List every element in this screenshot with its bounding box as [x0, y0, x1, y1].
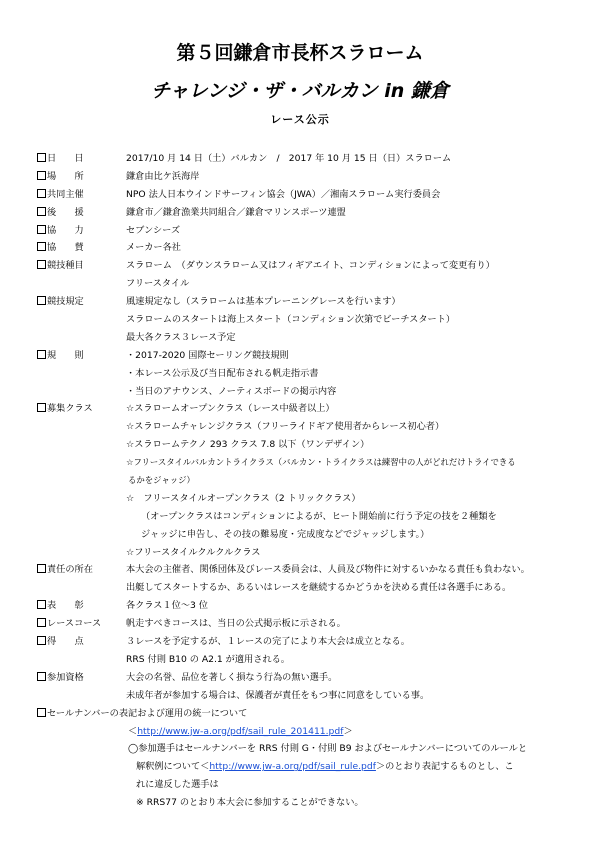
row-value — [128, 740, 527, 758]
row-value: メーカー各社 — [126, 242, 181, 254]
row-value: ☆スラロームオープンクラス（レース中級者以上） — [126, 403, 335, 415]
notice-row — [37, 418, 597, 436]
row-value — [128, 723, 353, 741]
row-label — [37, 561, 125, 579]
notice-row — [37, 794, 597, 812]
row-value: ・2017-2020 国際セーリング競技規則 — [126, 349, 289, 361]
checkbox-icon — [37, 636, 46, 645]
notice-row — [37, 687, 597, 705]
row-value: 最大各クラス３レース予定 — [126, 331, 236, 343]
row-value — [136, 776, 219, 794]
row-label — [37, 705, 437, 723]
notice-row — [37, 436, 597, 454]
row-label — [37, 204, 125, 222]
row-label — [37, 633, 125, 651]
checkbox-icon — [37, 260, 46, 269]
notice-row — [37, 776, 597, 794]
notice-row — [37, 222, 597, 240]
row-label — [37, 597, 125, 615]
checkbox-icon — [37, 672, 46, 681]
notice-row — [37, 472, 597, 490]
notice-row — [37, 490, 597, 508]
row-label-text: 責任の所在 — [47, 564, 93, 576]
row-value: 帆走すべきコースは、当日の公式掲示板に示される。 — [126, 618, 346, 630]
row-label-text: 規 則 — [47, 349, 84, 361]
row-value: ☆ フリースタイルオープンクラス（2 トリッククラス） — [126, 492, 361, 504]
tail-text: れに違反した選手は — [136, 779, 219, 791]
checkbox-icon — [37, 171, 46, 180]
row-value: 未成年者が参加する場合は、保護者が責任をもつ事に同意をしている事。 — [126, 689, 430, 701]
notice-row — [37, 329, 597, 347]
notice-row — [37, 526, 597, 544]
tail-text: ＞のとおり表記するものとし、こ — [375, 761, 514, 773]
row-label — [37, 239, 125, 257]
row-label-text: レースコース — [47, 618, 102, 630]
checkbox-icon — [37, 564, 46, 573]
row-value: ☆スラロームテクノ 293 クラス 7.8 以下（ワンデザイン） — [126, 439, 370, 451]
checkbox-icon — [37, 153, 46, 162]
checkbox-icon — [37, 708, 46, 717]
notice-row — [37, 544, 597, 562]
checkbox-icon — [37, 189, 46, 198]
row-value: 各クラス１位～3 位 — [126, 600, 208, 612]
notice-rows — [37, 150, 597, 812]
row-value: NPO 法人日本ウインドサーフィン協会（JWA）／湘南スラローム実行委員会 — [126, 188, 441, 200]
row-label — [37, 293, 125, 311]
row-label-text: 後 援 — [47, 206, 84, 218]
row-label — [37, 257, 125, 275]
sail-rule-link[interactable]: http://www.jw-a.org/pdf/sail_rule.pdf — [209, 761, 376, 773]
checkbox-icon — [37, 225, 46, 234]
notice-row — [37, 257, 597, 275]
row-label — [37, 222, 125, 240]
row-label — [37, 347, 125, 365]
row-value: 本大会の主催者、関係団体及びレース委員会は、人員及び物件に対するいかなる責任も負わない。 — [126, 564, 530, 576]
notice-row — [37, 758, 597, 776]
notice-row — [37, 186, 597, 204]
notice-row — [37, 561, 597, 579]
row-value: （オープンクラスはコンディションによるが、ヒート開始前に行う予定の技を２種類を — [141, 510, 497, 522]
row-label-text: 募集クラス — [47, 403, 93, 415]
tail-text: 解釈例について＜ — [136, 761, 210, 773]
notice-row — [37, 651, 597, 669]
row-value: スラローム （ダウンスラローム又はフィギアエイト、コンディションによって変更有り） — [126, 260, 495, 272]
notice-row — [37, 275, 597, 293]
row-label-text: 共同主催 — [47, 188, 84, 200]
notice-row — [37, 239, 597, 257]
checkbox-icon — [37, 242, 46, 251]
row-value: ・本レース公示及び当日配布される帆走指示書 — [126, 367, 319, 379]
checkbox-icon — [37, 618, 46, 627]
checkbox-icon — [37, 600, 46, 609]
row-value: 2017/10 月 14 日（土）バルカン / 2017 年 10 月 15 日（日）スラローム — [126, 153, 452, 164]
notice-row — [37, 633, 597, 651]
notice-row — [37, 383, 597, 401]
row-value: ジャッジに申告し、その技の難易度・完成度などでジャッジします。） — [141, 528, 430, 540]
row-value: 鎌倉市／鎌倉漁業共同組合／鎌倉マリンスポーツ連盟 — [126, 206, 346, 218]
notice-row — [37, 454, 597, 472]
row-label — [37, 150, 125, 168]
row-label — [37, 168, 125, 186]
notice-row — [37, 311, 597, 329]
row-label — [37, 669, 125, 687]
row-value: スラロームのスタートは海上スタート（コンディション次第でビーチスタート） — [126, 314, 456, 326]
bracket-close: ＞ — [343, 725, 353, 737]
notice-row — [37, 705, 597, 723]
checkbox-icon — [37, 296, 46, 305]
notice-row — [37, 150, 597, 168]
row-label-text: 競技種目 — [47, 260, 84, 272]
row-value: ☆スラロームチャレンジクラス（フリーライドギア使用者からレース初心者） — [126, 421, 445, 433]
notice-row — [37, 293, 597, 311]
document-subtitle: レース公示 — [270, 113, 330, 126]
notice-row — [37, 740, 597, 758]
row-label-text: 競技規定 — [47, 296, 84, 308]
row-label — [37, 615, 125, 633]
row-value — [136, 758, 514, 776]
page-title: 第５回鎌倉市長杯スラローム — [176, 42, 424, 64]
row-value — [136, 794, 364, 812]
sail-rule-link-2014[interactable]: http://www.jw-a.org/pdf/sail_rule_201411.pdf — [137, 725, 344, 737]
notice-row — [37, 615, 597, 633]
row-value: ３レースを予定するが、１レースの完了により本大会は成立となる。 — [126, 636, 410, 648]
row-value: RRS 付則 B10 の A2.1 が適用される。 — [126, 653, 290, 665]
row-label-text: 参加資格 — [47, 671, 84, 683]
checkbox-icon — [37, 207, 46, 216]
row-value: るかをジャッジ） — [128, 475, 195, 486]
row-label-text: 場 所 — [47, 170, 84, 182]
row-value: ・当日のアナウンス、ノーティスボードの掲示内容 — [126, 385, 337, 397]
page-title-second-line: チャレンジ・ザ・バルカン in 鎌倉 — [151, 80, 449, 102]
row-value: 鎌倉由比ケ浜海岸 — [126, 170, 200, 182]
notice-row — [37, 669, 597, 687]
checkbox-icon — [37, 403, 46, 412]
notice-row — [37, 579, 597, 597]
row-value: 大会の名誉、品位を著しく損なう行為の無い選手。 — [126, 671, 338, 683]
checkbox-icon — [37, 350, 46, 359]
notice-row — [37, 723, 597, 741]
row-label-text: 協 力 — [47, 224, 84, 236]
row-label — [37, 186, 125, 204]
bracket-open: ＜ — [128, 725, 138, 737]
row-label-text: 日 日 — [47, 153, 84, 164]
notice-row — [37, 508, 597, 526]
row-label-text: 表 彰 — [47, 600, 84, 612]
row-value: セブンシーズ — [126, 224, 181, 236]
tail-text: ※ RRS77 のとおり本大会に参加することができない。 — [136, 797, 364, 809]
row-value: ☆フリースタイルクルクルクラス — [126, 546, 261, 558]
row-label-text: 協 賛 — [47, 242, 84, 254]
notice-row — [37, 400, 597, 418]
notice-row — [37, 168, 597, 186]
notice-row — [37, 204, 597, 222]
row-value: 出艇してスタートするか、あるいはレースを継続するかどうかを決める責任は各選手にある。 — [126, 582, 512, 594]
row-value: ☆フリースタイルバルカントライクラス（バルカン・トライクラスは練習中の人がどれだけトライできる — [126, 457, 516, 468]
row-value: フリースタイル — [126, 278, 190, 290]
row-label-text: セールナンバーの表記および運用の統一について — [47, 707, 248, 719]
tail-text: ◯参加選手はセールナンバーを RRS 付則 G・付則 B9 およびセールナンバーについてのルールと — [128, 743, 528, 755]
notice-row — [37, 597, 597, 615]
notice-row — [37, 347, 597, 365]
row-label-text: 得 点 — [47, 636, 84, 648]
row-label — [37, 400, 125, 418]
notice-row — [37, 365, 597, 383]
row-value: 風速規定なし（スラロームは基本プレーニングレースを行います） — [126, 296, 401, 308]
